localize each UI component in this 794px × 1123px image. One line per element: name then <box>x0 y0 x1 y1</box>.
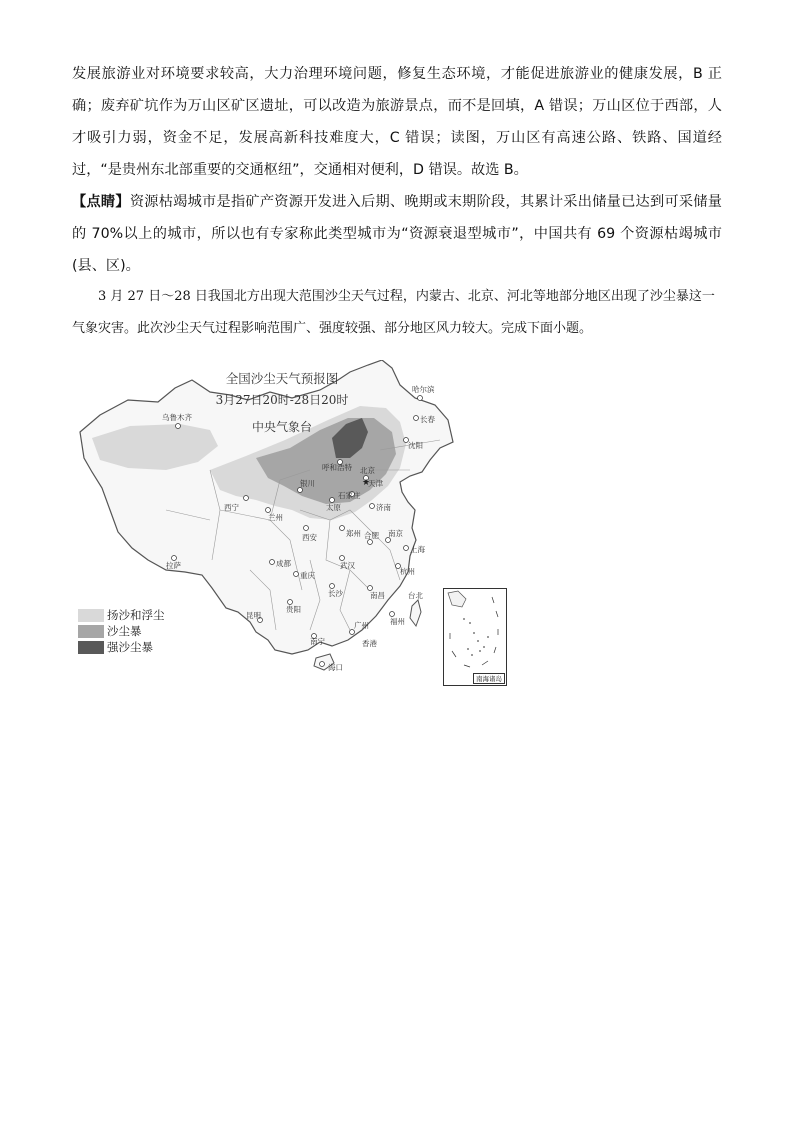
city-dot-guangzhou <box>350 630 355 635</box>
note-paragraph <box>72 186 722 282</box>
city-label-harbin: 哈尔滨 <box>412 385 435 394</box>
city-dot-urumqi <box>176 424 181 429</box>
legend-swatch-light <box>78 609 104 622</box>
city-label-changchun: 长春 <box>420 415 435 424</box>
city-label-lanzhou: 兰州 <box>268 513 283 522</box>
city-label-chongqing: 重庆 <box>300 571 315 580</box>
city-label-yinchuan: 银川 <box>300 479 315 488</box>
question-stem: 3 月 27 日～28 日我国北方出现大范围沙尘天气过程，内蒙古、北京、河北等地部分地区出现了沙尘暴这一气象灾害。此次沙尘天气过程影响范围广、强度较强、部分地区风力较大。完成下面小题。 <box>72 289 715 336</box>
city-dot-yinchuan <box>298 488 303 493</box>
city-label-nanning: 南宁 <box>310 637 325 646</box>
city-dot-chongqing <box>294 572 299 577</box>
city-label-tianjin: 天津 <box>368 479 383 488</box>
city-label-taiyuan: 太原 <box>326 503 341 512</box>
city-label-lhasa: 拉萨 <box>166 561 181 570</box>
city-dot-haikou <box>320 662 325 667</box>
city-label-hefei: 合肥 <box>364 531 379 540</box>
note-label: 【点睛】 <box>72 194 130 210</box>
city-dot-nanchang <box>368 586 373 591</box>
city-label-hohhot: 呼和浩特 <box>322 463 352 472</box>
south-china-sea-inset <box>443 588 507 686</box>
city-dot-xian <box>304 526 309 531</box>
city-label-urumqi: 乌鲁木齐 <box>162 413 192 422</box>
city-dot-xining <box>244 496 249 501</box>
legend-item-sandstorm <box>78 623 165 639</box>
city-dot-lanzhou <box>266 508 271 513</box>
legend-swatch-medium <box>78 625 104 638</box>
city-label-nanjing: 南京 <box>388 529 403 538</box>
taiwan-island <box>410 600 421 626</box>
city-label-guangzhou: 广州 <box>354 621 369 630</box>
city-dot-harbin <box>418 396 423 401</box>
city-label-shenyang: 沈阳 <box>408 441 423 450</box>
city-dot-lhasa <box>172 556 177 561</box>
city-dot-fuzhou <box>390 612 395 617</box>
city-label-guiyang: 贵阳 <box>286 605 301 614</box>
city-dot-taiyuan <box>330 498 335 503</box>
legend-label-strong: 强沙尘暴 <box>107 640 153 654</box>
city-dot-jinan <box>370 504 375 509</box>
city-label-hangzhou: 杭州 <box>400 567 415 576</box>
note-text: 资源枯竭城市是指矿产资源开发进入后期、晚期或末期阶段，其累计采出储量已达到可采储量的 70%以上的城市，所以也有专家称此类型城市为“资源衰退型城市”，中国共有 69 个资源枯竭城市(县、区)。 <box>72 194 722 274</box>
city-label-fuzhou: 福州 <box>390 617 405 626</box>
map-time-range: 3月27日20时-28日20时 <box>215 393 349 407</box>
city-dot-guiyang <box>288 600 293 605</box>
city-label-chengdu: 成都 <box>276 559 291 568</box>
legend-item-strong-sandstorm <box>78 639 165 655</box>
city-dot-chengdu <box>270 560 275 565</box>
city-label-shijiazhuang: 石家庄 <box>338 491 361 500</box>
map-legend <box>78 607 165 655</box>
city-label-shanghai: 上海 <box>410 545 425 554</box>
city-dot-wuhan <box>340 556 345 561</box>
city-label-beijing: 北京 <box>360 466 375 475</box>
city-label-haikou: 海口 <box>328 663 343 672</box>
city-dot-shanghai <box>404 546 409 551</box>
legend-label-medium: 沙尘暴 <box>107 624 142 638</box>
city-label-nanchang: 南昌 <box>370 591 385 600</box>
explanation-paragraph: 发展旅游业对环境要求较高，大力治理环境问题，修复生态环境，才能促进旅游业的健康发展，B 正确；废弃矿坑作为万山区矿区遗址，可以改造为旅游景点，而不是回填，A 错误；万山区位于西部，人才吸引力弱，资金不足，发展高新科技难度大，C 错误；读图，万山区有高速公路、铁路、国道经过，“是贵州东北部重要的交通枢纽”，交通相对便利，D 错误。故选 B。 <box>72 66 722 178</box>
inset-map-svg <box>444 589 506 685</box>
city-dot-changchun <box>414 416 419 421</box>
city-dot-nanjing <box>386 538 391 543</box>
city-label-taibei: 台北 <box>408 591 423 600</box>
city-label-kunming: 昆明 <box>246 611 261 620</box>
city-label-zhengzhou: 郑州 <box>346 529 361 538</box>
city-dot-hefei <box>368 540 373 545</box>
capital-star-icon: ★ <box>362 478 371 488</box>
city-label-xining: 西宁 <box>224 503 239 512</box>
legend-item-light-dust <box>78 607 165 623</box>
legend-label-light: 扬沙和浮尘 <box>107 608 165 622</box>
city-dot-changsha <box>330 584 335 589</box>
map-title: 全国沙尘天气预报图 <box>225 371 339 386</box>
city-label-wuhan: 武汉 <box>340 561 355 570</box>
city-dot-zhengzhou <box>340 526 345 531</box>
city-label-jinan: 济南 <box>376 503 391 512</box>
city-label-changsha: 长沙 <box>328 589 343 598</box>
city-label-xianggang: 香港 <box>362 639 377 648</box>
legend-swatch-strong <box>78 641 104 654</box>
inset-label: 南海诸岛 <box>473 673 505 684</box>
city-label-xian: 西安 <box>302 533 317 542</box>
map-source: 中央气象台 <box>251 420 313 434</box>
